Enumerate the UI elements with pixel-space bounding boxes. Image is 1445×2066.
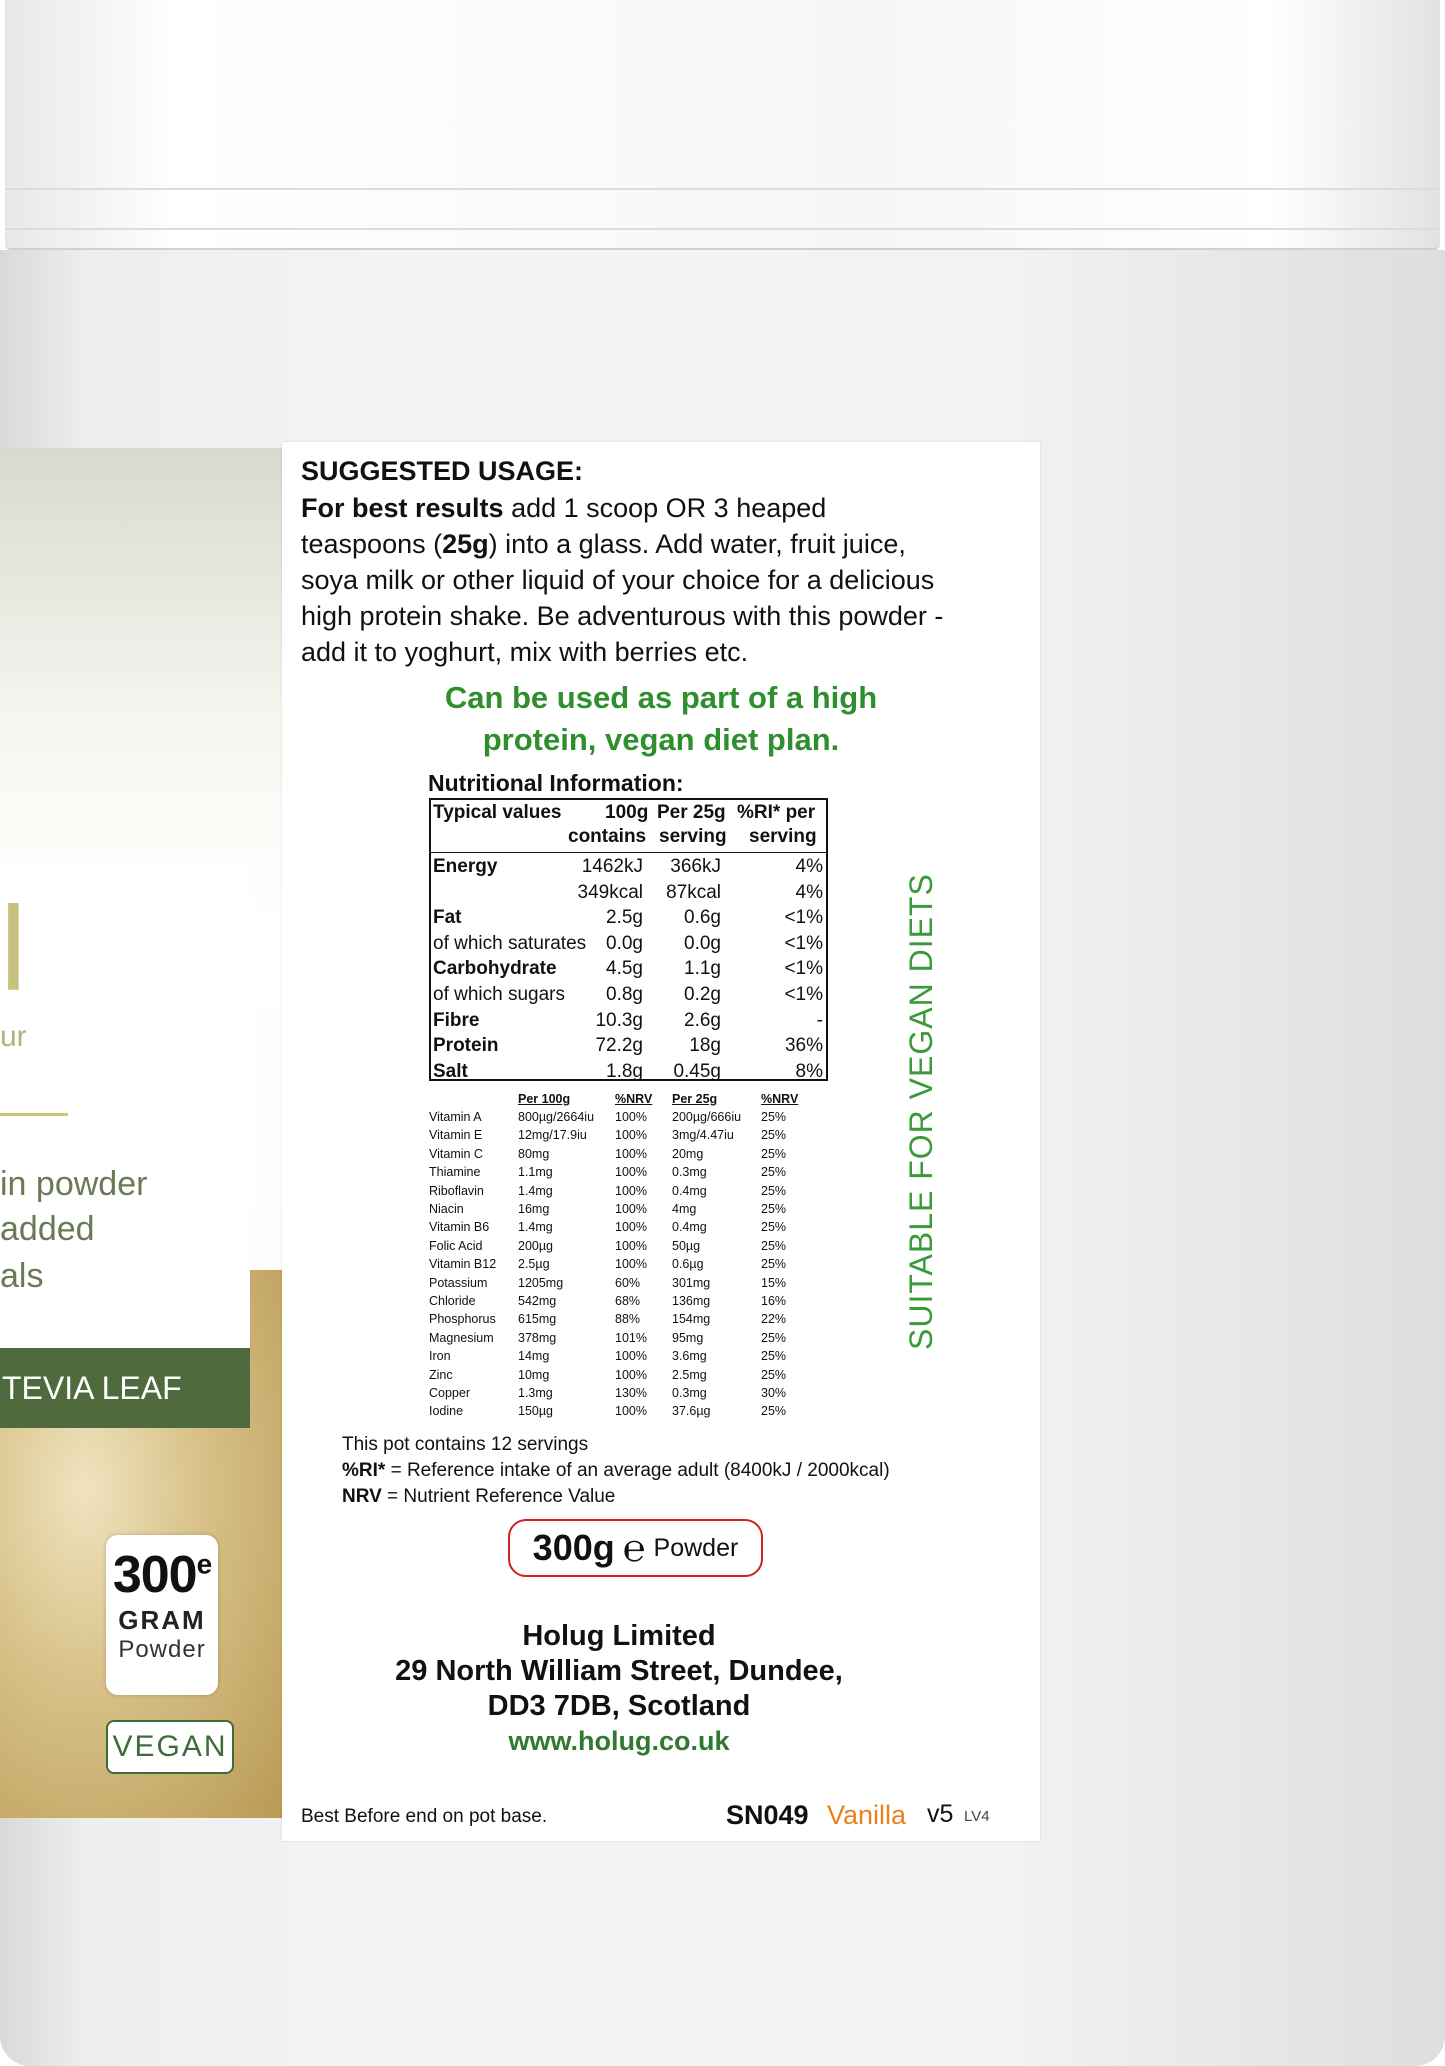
vit-nrv25: 15%	[761, 1275, 787, 1290]
vit-per100: 800µg/2664iu	[518, 1110, 595, 1124]
nt-row-label: of which saturates	[433, 932, 587, 954]
vit-per25: 3mg/4.47iu	[672, 1128, 734, 1143]
vit-nrv25: 25%	[761, 1238, 787, 1253]
vit-per25: 154mg	[672, 1312, 711, 1327]
usage-line: soya milk or other liquid of your choice for a delicious	[301, 565, 935, 595]
nrv-note: NRV = Nutrient Reference Value	[342, 1486, 616, 1507]
vit-nrv100: 100%	[615, 1202, 647, 1216]
vit-nrv25: 25%	[761, 1330, 787, 1345]
vit-name: Vitamin C	[429, 1146, 483, 1161]
vit-per100: 1205mg	[518, 1275, 564, 1290]
vegan-badge: VEGAN	[106, 1720, 234, 1774]
vit-name: Zinc	[429, 1367, 453, 1382]
vit-name: Vitamin A	[429, 1110, 482, 1124]
vit-per25: 37.6µg	[672, 1404, 711, 1419]
front-text-line: in powder	[0, 1165, 148, 1203]
vit-name: Iodine	[429, 1404, 464, 1419]
usage-line: teaspoons (25g) into a glass. Add water, fruit juice,	[301, 529, 906, 559]
front-title-fragment: l	[0, 882, 27, 1016]
vit-per100: 1.1mg	[518, 1165, 553, 1180]
vit-per100: 16mg	[518, 1202, 550, 1216]
vit-per100: 1.4mg	[518, 1183, 553, 1198]
pot-lid	[5, 0, 1440, 250]
nt-row-ri: <1%	[784, 958, 823, 980]
usage-heading: SUGGESTED USAGE:	[301, 456, 584, 486]
nt-row-per100: 0.8g	[606, 984, 643, 1005]
nt-row-ri: 4%	[795, 856, 823, 877]
vit-per25: 0.4mg	[672, 1183, 707, 1198]
nt-row-ri: 4%	[795, 881, 823, 903]
vit-per25: 4mg	[672, 1202, 697, 1216]
vit-nrv25: 16%	[761, 1294, 787, 1308]
nt-row-ri: <1%	[784, 932, 823, 954]
vit-per100: 12mg/17.9iu	[518, 1128, 587, 1143]
nt-row-per100: 4.5g	[606, 958, 643, 980]
vit-nrv25: 25%	[761, 1349, 787, 1364]
vit-nrv100: 100%	[615, 1183, 647, 1198]
website-link[interactable]: www.holug.co.uk	[508, 1726, 730, 1756]
nt-row-label: Fat	[433, 907, 462, 929]
vit-nrv100: 100%	[615, 1110, 647, 1124]
vit-nrv100: 101%	[615, 1330, 647, 1345]
vit-per25: 136mg	[672, 1294, 711, 1308]
vit-name: Chloride	[429, 1294, 476, 1308]
vit-nrv25: 25%	[761, 1128, 787, 1143]
product-flavour: Vanilla	[827, 1800, 907, 1830]
vit-header: %NRV	[615, 1092, 653, 1106]
vit-per25: 301mg	[672, 1275, 711, 1290]
product-lv-code: LV4	[964, 1808, 990, 1825]
vit-per100: 14mg	[518, 1349, 550, 1364]
vit-per100: 80mg	[518, 1146, 550, 1161]
vit-per100: 200µg	[518, 1238, 554, 1253]
net-weight-amount: 300g	[532, 1527, 615, 1568]
vit-per100: 1.3mg	[518, 1386, 553, 1400]
vit-per25: 20mg	[672, 1146, 704, 1161]
vit-nrv100: 100%	[615, 1146, 647, 1161]
product-sn-code: SN049	[726, 1800, 809, 1830]
vit-name: Iron	[429, 1349, 451, 1364]
vit-name: Copper	[429, 1386, 470, 1400]
nt-row-ri: <1%	[784, 984, 823, 1005]
nt-row-per100: 2.5g	[606, 907, 643, 929]
vit-per100: 542mg	[518, 1294, 557, 1308]
vit-nrv25: 25%	[761, 1202, 787, 1216]
nt-row-per25: 0.2g	[684, 984, 721, 1005]
nt-row-ri: 8%	[795, 1060, 823, 1082]
diet-note-line: Can be used as part of a high	[444, 680, 878, 715]
vegan-side-text: SUITABLE FOR VEGAN DIETS	[903, 873, 939, 1350]
nt-row-per100: 0.0g	[606, 932, 643, 954]
vit-per25: 2.5mg	[672, 1367, 707, 1382]
nt-header: %RI* per	[737, 802, 816, 823]
vit-per100: 10mg	[518, 1367, 550, 1382]
front-text-line: als	[0, 1257, 44, 1295]
vit-nrv25: 25%	[761, 1404, 787, 1419]
nt-separator	[431, 852, 826, 853]
front-subtitle-fragment: ur	[0, 1020, 27, 1053]
nt-row-per25: 87kcal	[666, 881, 721, 903]
vit-header: Per 100g	[518, 1092, 571, 1106]
lid-rib	[5, 228, 1440, 230]
vit-per25: 0.4mg	[672, 1220, 707, 1235]
front-stevia-bar: TEVIA LEAF	[0, 1348, 250, 1428]
nt-row-ri: <1%	[784, 907, 823, 929]
vit-nrv100: 100%	[615, 1257, 647, 1272]
nt-row-label: Energy	[433, 856, 498, 877]
net-weight-form: Powder	[653, 1533, 739, 1562]
vit-header: Per 25g	[672, 1092, 718, 1106]
usage-line: add it to yoghurt, mix with berries etc.	[301, 637, 749, 667]
vit-name: Phosphorus	[429, 1312, 496, 1327]
nt-header: Per 25g	[657, 802, 726, 823]
vit-nrv100: 100%	[615, 1404, 647, 1419]
diet-note-line: protein, vegan diet plan.	[482, 722, 840, 757]
nt-row-per25: 0.6g	[684, 907, 721, 929]
weight-badge	[106, 1535, 218, 1695]
nt-row-per25: 0.45g	[673, 1060, 721, 1082]
vitamin-table	[429, 1092, 829, 1432]
vit-name: Folic Acid	[429, 1238, 483, 1253]
nt-row-per25: 366kJ	[670, 856, 721, 877]
usage-line: For best results add 1 scoop OR 3 heaped	[301, 493, 827, 523]
net-weight-badge	[508, 1519, 763, 1577]
nt-header: serving	[749, 826, 817, 847]
vit-name: Niacin	[429, 1202, 464, 1216]
company-name: Holug Limited	[522, 1620, 716, 1652]
vit-nrv100: 100%	[615, 1220, 647, 1235]
weight-e-mark: e	[196, 1548, 212, 1580]
vit-name: Thiamine	[429, 1165, 481, 1180]
vit-per25: 50µg	[672, 1238, 701, 1253]
vit-nrv100: 130%	[615, 1386, 647, 1400]
vit-nrv100: 100%	[615, 1349, 647, 1364]
vit-per25: 0.3mg	[672, 1386, 707, 1400]
front-divider	[0, 1113, 68, 1116]
nt-row-per100: 1.8g	[606, 1060, 643, 1082]
nt-row-ri: 36%	[784, 1035, 823, 1057]
vit-nrv25: 25%	[761, 1367, 787, 1382]
nutrition-table	[429, 798, 828, 1081]
vit-nrv100: 100%	[615, 1238, 647, 1253]
vit-name: Vitamin B12	[429, 1257, 497, 1272]
vit-nrv25: 25%	[761, 1183, 787, 1198]
front-text-line: added	[0, 1210, 95, 1248]
lid-rib	[5, 188, 1440, 190]
weight-desc: Powder	[118, 1636, 206, 1663]
vit-per100: 378mg	[518, 1330, 557, 1345]
nt-row-per100: 1462kJ	[581, 856, 643, 877]
vit-per100: 1.4mg	[518, 1220, 553, 1235]
vit-nrv25: 25%	[761, 1220, 787, 1235]
best-before-note: Best Before end on pot base.	[301, 1806, 548, 1827]
vit-per100: 2.5µg	[518, 1257, 550, 1272]
vit-nrv25: 30%	[761, 1386, 787, 1400]
vit-nrv100: 88%	[615, 1312, 641, 1327]
vit-nrv100: 68%	[615, 1294, 641, 1308]
nt-row-per25: 1.1g	[684, 958, 721, 980]
nt-row-per100: 349kcal	[577, 881, 643, 903]
nt-row-label: Fibre	[433, 1009, 480, 1031]
nt-row-label: Carbohydrate	[433, 958, 557, 980]
vit-header: %NRV	[761, 1092, 799, 1106]
company-postcode: DD3 7DB, Scotland	[487, 1690, 751, 1722]
vit-name: Vitamin E	[429, 1128, 483, 1143]
nt-row-per25: 0.0g	[684, 932, 721, 954]
nt-header: serving	[659, 826, 727, 847]
vit-nrv25: 22%	[761, 1312, 787, 1327]
vit-per25: 0.6µg	[672, 1257, 704, 1272]
vit-name: Riboflavin	[429, 1183, 484, 1198]
servings-note: This pot contains 12 servings	[342, 1434, 589, 1455]
vit-nrv100: 100%	[615, 1367, 647, 1382]
nt-header: contains	[568, 826, 647, 847]
vit-name: Magnesium	[429, 1330, 494, 1345]
vit-nrv100: 100%	[615, 1165, 647, 1180]
weight-unit: GRAM	[118, 1605, 206, 1635]
vit-per25: 3.6mg	[672, 1349, 707, 1364]
weight-number: 300e	[112, 1546, 212, 1604]
nt-header: 100g	[605, 802, 649, 823]
ri-note: %RI* = Reference intake of an average adult (8400kJ / 2000kcal)	[342, 1460, 890, 1481]
nt-row-ri: -	[816, 1009, 823, 1031]
vit-nrv25: 25%	[761, 1146, 787, 1161]
nt-row-per100: 72.2g	[595, 1035, 643, 1057]
nt-header: Typical values	[433, 802, 562, 823]
vit-nrv25: 25%	[761, 1257, 787, 1272]
vit-nrv100: 100%	[615, 1128, 647, 1143]
nt-row-per100: 10.3g	[595, 1009, 643, 1031]
nutrition-heading: Nutritional Information:	[428, 770, 684, 796]
nt-row-label: Salt	[433, 1060, 468, 1082]
vit-nrv25: 25%	[761, 1110, 787, 1124]
usage-line: high protein shake. Be adventurous with this powder -	[301, 601, 944, 631]
vit-name: Potassium	[429, 1275, 488, 1290]
vit-nrv25: 25%	[761, 1165, 787, 1180]
product-version: v5	[927, 1800, 954, 1828]
vit-per25: 200µg/666iu	[672, 1110, 742, 1124]
vit-per100: 150µg	[518, 1404, 554, 1419]
company-street: 29 North William Street, Dundee,	[395, 1655, 843, 1687]
nt-row-label: Protein	[433, 1035, 499, 1057]
vit-per25: 95mg	[672, 1330, 704, 1345]
nt-row-label: of which sugars	[433, 984, 566, 1005]
e-mark-icon: ℮	[622, 1525, 646, 1570]
vit-name: Vitamin B6	[429, 1220, 490, 1235]
vit-per100: 615mg	[518, 1312, 557, 1327]
vit-nrv100: 60%	[615, 1275, 641, 1290]
nt-row-per25: 18g	[689, 1035, 721, 1057]
nt-row-per25: 2.6g	[684, 1009, 721, 1031]
vit-per25: 0.3mg	[672, 1165, 707, 1180]
